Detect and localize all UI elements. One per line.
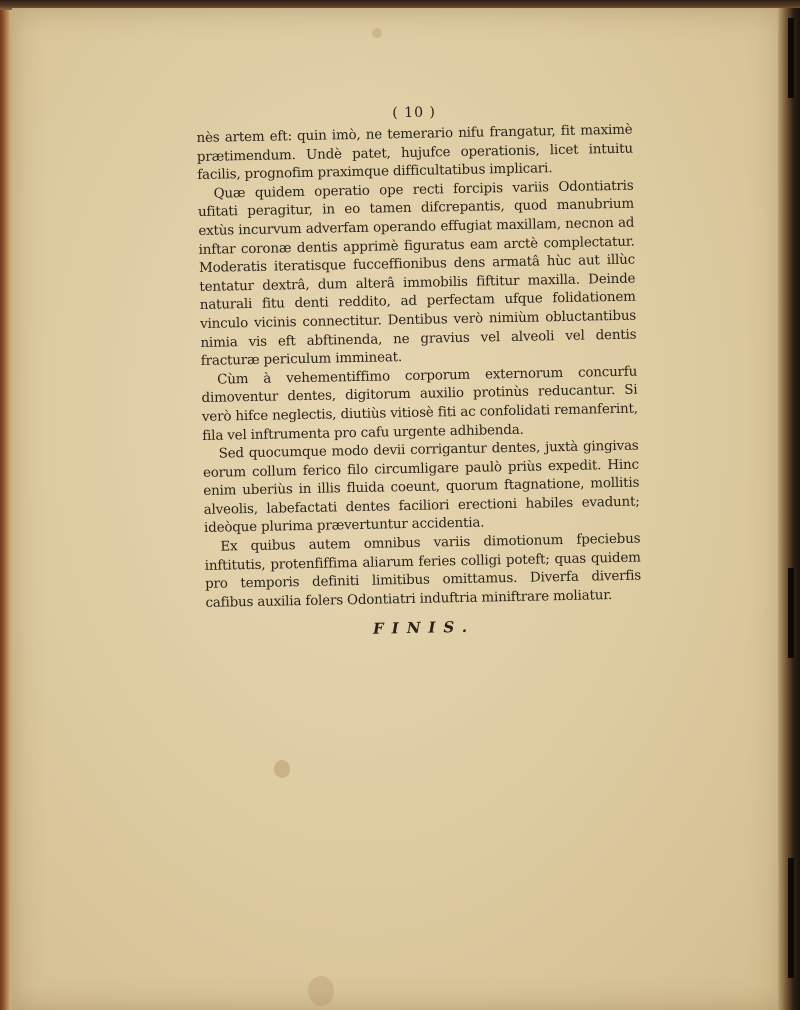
binding-shadow-mark bbox=[788, 18, 794, 98]
foxing-stain bbox=[308, 976, 334, 1006]
paragraph-2: Quæ quidem operatio ope recti forcipis variis Odontiatris ufitati peragitur, in eo tamen difcrepantis, quod manubrium extùs incurvum adverfam operando effugiat maxillam, necnon ad inftar coronæ dentis apprimè figuratus eam arctè complectatur. Moderatis iteratisque fucceffionibus dens armatâ hùc aut illùc tentatur dextrâ, dum alterâ immobilis fiftitur maxilla. Deinde naturali fitu denti reddito, ad perfectam ufque folidationem vinculo vicinis connectitur. Dentibus verò nimiùm obluctantibus nimia vis eft abftinenda, ne gravius vel alveoli vel dentis fracturæ periculum immineat. bbox=[197, 178, 637, 370]
paragraph-1: nès artem eft: quin imò, ne temerario nifu frangatur, fit maximè prætimendum. Undè patet, hujufce operationis, licet intuitu facilis, prognofim praximque difficultatibus implicari. bbox=[196, 122, 634, 184]
binding-shadow-mark bbox=[788, 568, 794, 658]
paragraph-5: Ex quibus autem omnibus variis dimotionum fpeciebus inftitutis, protenfiffima aliarum feries colligi poteft; quas quidem pro temporis definiti limitibus omittamus. Diverfa diverfis cafibus auxilia folers Odontiatri induftria miniftrare moliatur. bbox=[204, 531, 642, 611]
finis-heading: FINIS. bbox=[372, 618, 476, 639]
binding-shadow-mark bbox=[788, 858, 794, 978]
binding-gutter bbox=[778, 8, 800, 1010]
page-number: ( 10 ) bbox=[392, 104, 437, 122]
foxing-stain bbox=[274, 760, 290, 778]
foxing-stain bbox=[372, 28, 382, 38]
text-block bbox=[196, 100, 642, 642]
paragraph-3: Cùm à vehementiffimo corporum externorum concurfu dimoventur dentes, digitorum auxilio protinùs reducantur. Si verò hifce neglectis, diutiùs vitiosè fiti ac confolidati remanferint, fila vel inftrumenta pro cafu urgente adhibenda. bbox=[201, 364, 639, 444]
paragraph-4: Sed quocumque modo devii corrigantur dentes, juxtà gingivas eorum collum ferico filo circumligare paulò priùs expedit. Hinc enim uberiùs in illis fluida coeunt, quorum ftagnatione, mollitis alveolis, labefactati dentes faciliori erectioni habiles evadunt; ideòque plurima prævertuntur accidentia. bbox=[202, 438, 640, 537]
